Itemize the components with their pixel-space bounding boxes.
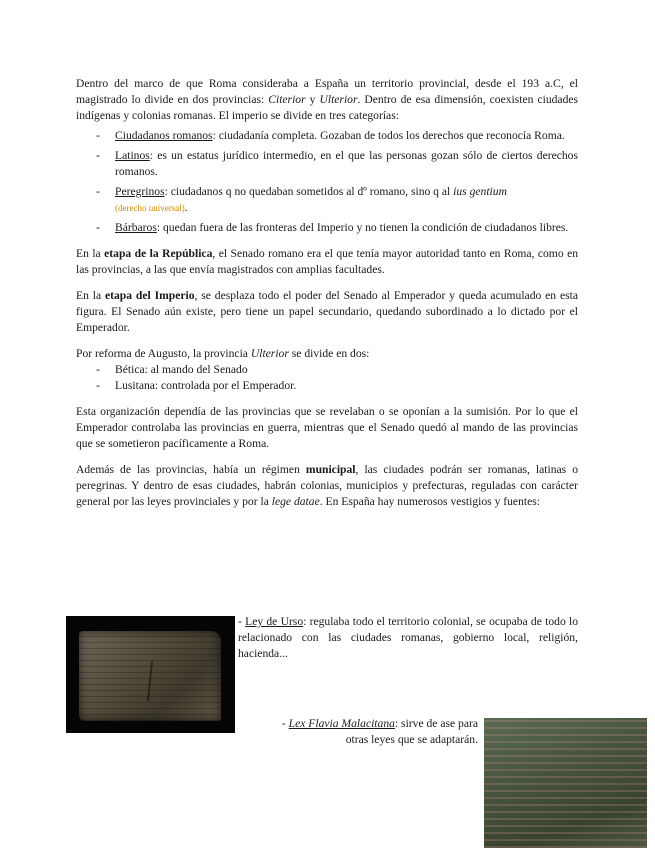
citerior-term: Citerior xyxy=(268,93,306,106)
categories-list xyxy=(76,128,578,236)
annotation-note: (derecho universal) xyxy=(115,203,185,213)
ulterior-term: Ulterior xyxy=(319,93,358,106)
malacitana-caption: - Lex Flavia Malacitana: sirve de ase para otras leyes que se adaptarán. xyxy=(281,717,478,746)
urso-caption: - Ley de Urso: regulaba todo el territorio colonial, se ocupaba de todo lo relacionado con las ciudades romanas, gobierno local, religión, hacienda... xyxy=(238,615,578,660)
republica-paragraph: En la etapa de la República, el Senado romano era el que tenía mayor autoridad tanto en Roma, como en las provincias, a las que envía magistrados con amplias facultades. xyxy=(76,247,579,276)
lex-malacitana-bronze-image xyxy=(484,718,647,848)
imperio-paragraph: En la etapa del Imperio, se desplaza todo el poder del Senado al Emperador y queda acumulado en esta figura. El Senado aún existe, pero tiene un papel secundario, quedando subordinado a lo dictado por el Emperador. xyxy=(76,289,578,334)
list-item: - Latinos: es un estatus jurídico intermedio, en el que las personas gozan sólo de ciertos derechos romanos. xyxy=(76,148,578,180)
intro-paragraph: Dentro del marco de que Roma consideraba a España un territorio provincial, desde el 193 a.C, el magistrado lo divide en dos provincias: Citerior y Ulterior. Dentro de esa dimensión, coexisten ciudades indígenas y colonias romanas. El imperio se divide en tres categorías: xyxy=(76,77,579,122)
list-item: - Bárbaros: quedan fuera de las fronteras del Imperio y no tienen la condición de ciudadanos libres. xyxy=(76,220,578,236)
augusto-list xyxy=(76,362,578,394)
organizacion-paragraph: Esta organización dependía de las provincias que se revelaban o se oponían a la sumisión. Por lo que el Emperador controlaba las provincias en guerra, mientras que el Senado quedó al mando de las provincias que se sometieron pacíficamente a Roma. xyxy=(76,405,578,450)
ley-de-urso-tablet-image xyxy=(66,616,235,733)
list-item: - Peregrinos: ciudadanos q no quedaban sometidos al dº romano, sino q al ius gentium (derecho universal). xyxy=(76,184,578,216)
list-item: - Lusitana: controlada por el Emperador. xyxy=(76,378,578,394)
list-item: - Bética: al mando del Senado xyxy=(76,362,578,378)
bronze-plate xyxy=(79,631,221,721)
document-body xyxy=(76,76,578,520)
plate-crack xyxy=(147,661,153,701)
list-item: - Ciudadanos romanos: ciudadanía completa. Gozaban de todos los derechos que reconocía Roma. xyxy=(76,128,578,144)
augusto-paragraph: Por reforma de Augusto, la provincia Ulterior se divide en dos: xyxy=(76,347,370,360)
municipal-paragraph: Además de las provincias, había un régimen municipal, las ciudades podrán ser romanas, latinas o peregrinas. Y dentro de esas ciudades, habrán colonias, municipios y prefecturas, reguladas con carácter general por las leyes provinciales y por la lege datae. En España hay numerosos vestigios y fuentes: xyxy=(76,463,579,508)
